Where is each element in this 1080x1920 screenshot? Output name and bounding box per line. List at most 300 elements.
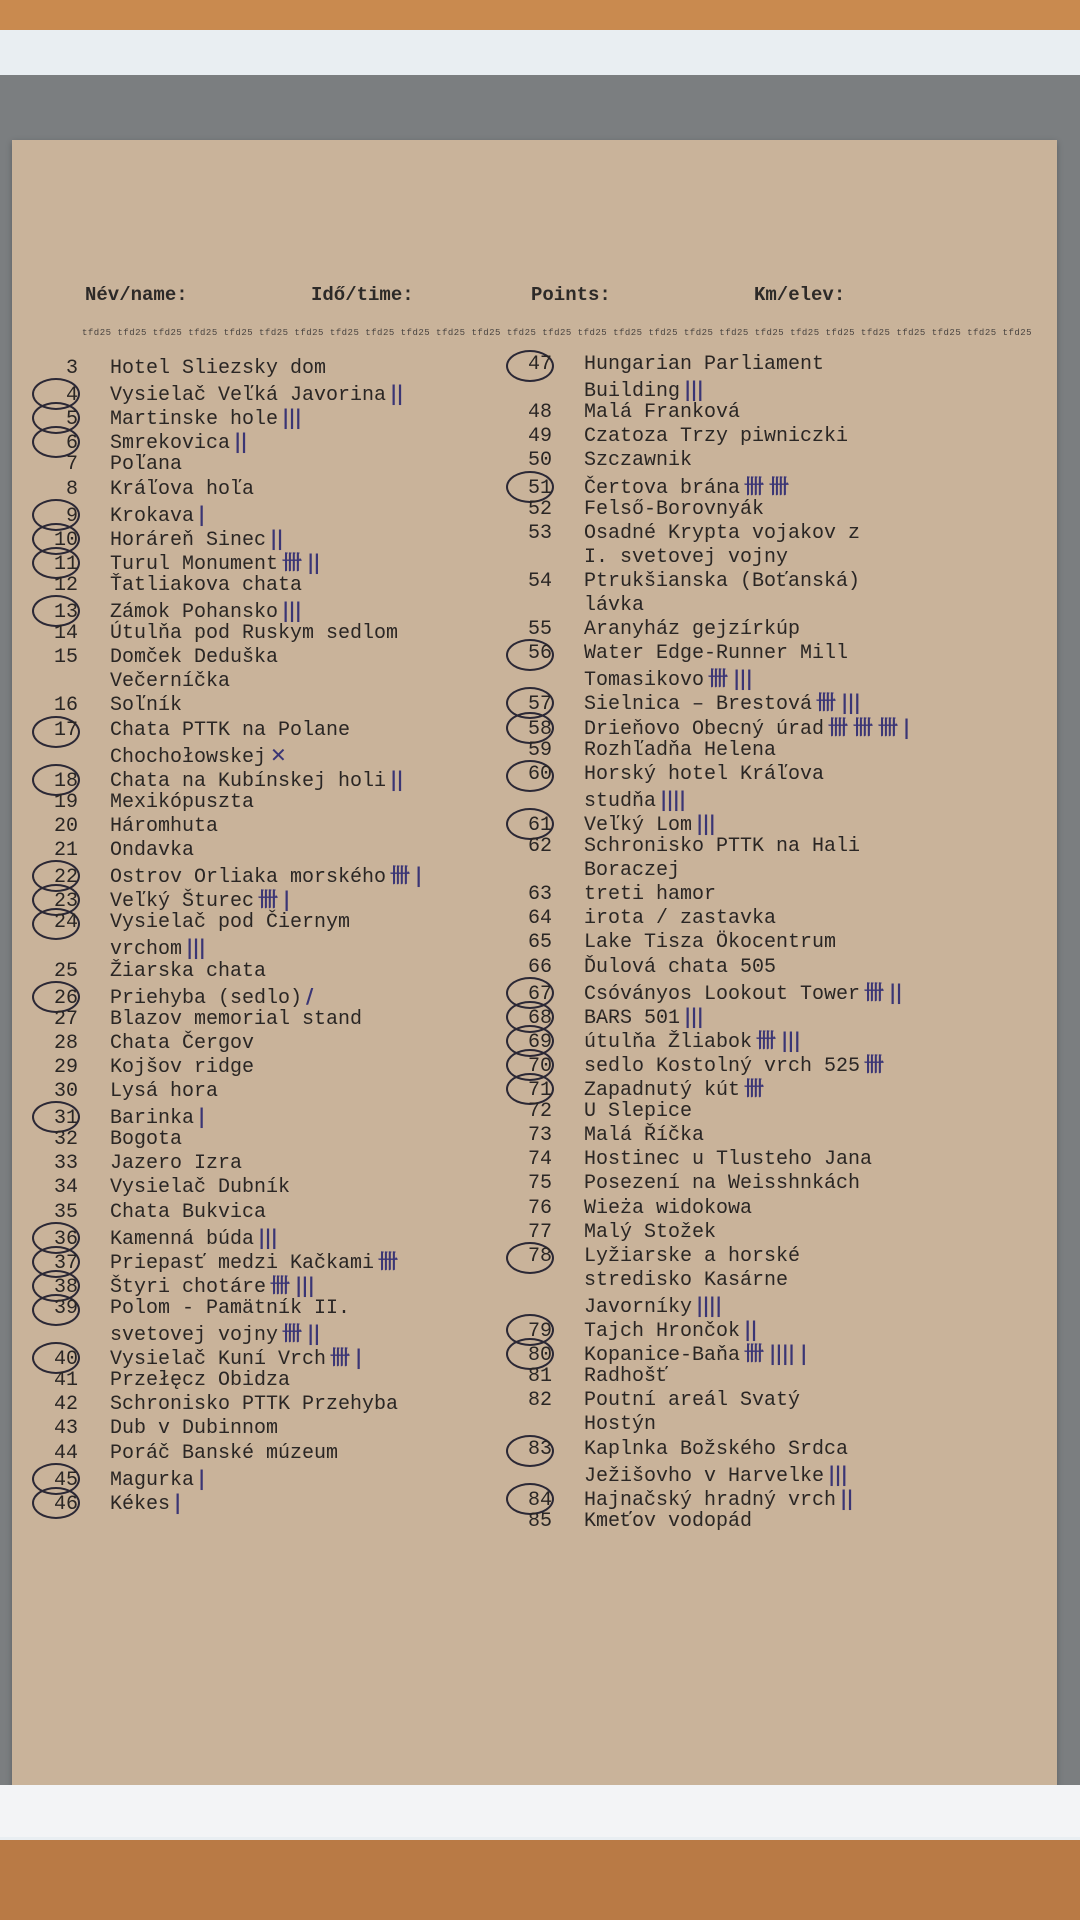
item-number: 38 <box>53 1275 78 1299</box>
checklist-item <box>508 1222 716 1244</box>
item-number: 6 <box>65 432 78 456</box>
item-name: Zapadnutý kút <box>584 1079 741 1102</box>
item-name: Szczawnik <box>584 449 693 473</box>
tally-marks: ||| <box>684 377 703 402</box>
item-number: 13 <box>53 601 78 624</box>
item-number: 67 <box>527 982 552 1006</box>
item-name: Blazov memorial stand <box>110 1007 363 1031</box>
checklist-item <box>34 912 350 934</box>
checklist-item <box>508 402 740 424</box>
checklist-item <box>34 1105 204 1130</box>
item-name: Večerníčka <box>110 670 231 694</box>
checklist-item <box>34 864 421 889</box>
item-name: Boraczej <box>584 859 681 883</box>
checklist-item <box>34 1443 338 1465</box>
item-number: 51 <box>527 476 552 500</box>
item-name: I. svetovej vojny <box>584 545 789 569</box>
item-name: Barinka <box>110 1107 195 1131</box>
checklist-item <box>508 1511 752 1533</box>
item-name: Horský hotel Kráľova <box>584 762 825 786</box>
checklist-item <box>508 1149 872 1171</box>
checklist-item <box>508 740 776 762</box>
tally-marks: | <box>174 1489 181 1514</box>
checklist-item <box>508 716 909 741</box>
item-number: 72 <box>527 1100 552 1124</box>
tally-marks: || <box>270 525 283 550</box>
item-number: 69 <box>527 1030 552 1054</box>
item-name: Čertova brána <box>584 476 741 500</box>
item-name: Priehyba (sedlo) <box>110 986 303 1010</box>
item-name: Javorníky <box>584 1295 693 1319</box>
item-number: 25 <box>53 959 78 983</box>
item-name: Dub v Dubinnom <box>110 1417 279 1441</box>
item-number: 68 <box>527 1006 552 1030</box>
item-number: 34 <box>53 1176 78 1200</box>
item-number: 55 <box>527 618 552 642</box>
checklist-item <box>508 475 788 500</box>
tally-marks: 卌 | <box>390 863 422 888</box>
item-name: Lake Tisza Ökocentrum <box>584 931 837 955</box>
item-name: Veľký Šturec <box>110 890 255 914</box>
time-field-label: Idő/time: <box>311 284 414 306</box>
item-number: 56 <box>527 642 552 666</box>
item-number: 47 <box>527 353 552 376</box>
checklist-item <box>508 1198 752 1220</box>
item-name: Soľník <box>110 694 183 718</box>
item-number: 42 <box>53 1393 78 1417</box>
checklist-item <box>508 1463 847 1488</box>
item-name: Hostýn <box>584 1413 657 1437</box>
item-name: Chata Bukvica <box>110 1200 267 1224</box>
checklist-item <box>34 961 266 983</box>
item-name: Ptrukšianska (Boťanská) <box>584 569 861 593</box>
checklist-item <box>34 1202 266 1224</box>
item-name: Vysielač Kuní Vrch <box>110 1348 327 1372</box>
tally-marks: ||| <box>828 1461 847 1486</box>
tally-marks: || <box>390 381 403 406</box>
item-name: Vysielač Veľká Javorina <box>110 384 387 408</box>
item-number: 8 <box>65 477 78 501</box>
item-number: 61 <box>527 813 552 837</box>
checklist-item <box>34 1298 350 1320</box>
item-name: Poráč Banské múzeum <box>110 1441 339 1465</box>
item-number: 7 <box>65 453 78 477</box>
item-name: Vysielač Dubník <box>110 1176 291 1200</box>
checklist-item <box>34 671 230 693</box>
tally-marks: 卌 ||| <box>708 666 752 691</box>
item-number: 44 <box>53 1441 78 1465</box>
item-number: 77 <box>527 1220 552 1244</box>
item-name: Chata Čergov <box>110 1031 255 1055</box>
item-number: 33 <box>53 1152 78 1176</box>
item-number: 23 <box>53 890 78 914</box>
checklist-item <box>34 695 182 717</box>
tally-marks: || <box>840 1485 853 1510</box>
checklist-item <box>34 430 247 455</box>
item-name: Zámok Pohansko <box>110 601 279 624</box>
desk-surface-bottom <box>0 1840 1080 1920</box>
item-number: 52 <box>527 497 552 521</box>
item-number: 26 <box>53 986 78 1010</box>
tally-marks: 卌 ||| <box>816 690 860 715</box>
checklist-item <box>508 643 848 665</box>
item-name: Tomasikovo <box>584 669 705 693</box>
checklist-item <box>34 382 403 407</box>
item-number: 36 <box>53 1227 78 1251</box>
name-field-label: Név/name: <box>85 284 188 306</box>
checklist-item <box>508 981 902 1006</box>
checklist-item <box>34 575 302 597</box>
item-name: Žiarska chata <box>110 959 267 983</box>
item-name: Priepasť medzi Kačkami <box>110 1251 375 1275</box>
item-number: 46 <box>53 1492 78 1516</box>
checklist-item <box>508 1342 806 1367</box>
item-number: 41 <box>53 1369 78 1393</box>
item-number: 83 <box>527 1437 552 1461</box>
item-number: 60 <box>527 762 552 786</box>
item-name: Csóványos Lookout Tower <box>584 982 861 1006</box>
checklist-item <box>508 1077 763 1102</box>
item-name: Veľký Lom <box>584 813 693 837</box>
item-number: 14 <box>53 622 78 646</box>
item-number: 31 <box>53 1107 78 1131</box>
checklist-item <box>34 768 403 793</box>
item-number: 74 <box>527 1148 552 1172</box>
checklist-item <box>34 1418 278 1440</box>
checklist-item <box>34 551 320 576</box>
tally-marks: || <box>390 766 403 791</box>
checklist-item <box>508 932 836 954</box>
checklist-item <box>34 599 301 624</box>
item-name: Turul Monument <box>110 552 279 576</box>
item-name: Kamenná búda <box>110 1227 255 1251</box>
item-name: Poľana <box>110 453 183 477</box>
item-number: 73 <box>527 1124 552 1148</box>
item-name: Hajnačský hradný vrch <box>584 1488 837 1512</box>
checklist-item <box>508 1439 848 1461</box>
checklist-item <box>508 908 776 930</box>
tally-marks: 卌 卌 <box>744 473 788 498</box>
checklist-item <box>34 1250 397 1275</box>
km-elev-field-label: Km/elev: <box>754 284 846 306</box>
item-name: Lyžiarske a horské <box>584 1244 801 1268</box>
item-number: 22 <box>53 866 78 890</box>
item-number: 79 <box>527 1320 552 1343</box>
checklist-item <box>508 1270 788 1292</box>
item-number: 5 <box>65 408 78 432</box>
checklist-item <box>34 1491 180 1516</box>
item-name: Posezení na Weisshnkách <box>584 1172 861 1196</box>
item-name: Tajch Hrončok <box>584 1320 741 1343</box>
tally-marks: 卌 <box>744 1076 764 1100</box>
checklist-item <box>508 523 860 545</box>
item-number: 27 <box>53 1007 78 1031</box>
item-name: Smrekovica <box>110 432 231 456</box>
item-number: 28 <box>53 1031 78 1055</box>
tally-marks: 卌 || <box>864 979 902 1004</box>
item-name: Hungarian Parliament <box>584 353 825 376</box>
checklist-item <box>508 378 703 403</box>
item-name: Háromhuta <box>110 814 219 838</box>
item-name: Radhošť <box>584 1365 669 1389</box>
tally-marks: ||| <box>696 810 715 835</box>
checklist-item <box>508 1246 800 1268</box>
item-name: irota / zastavka <box>584 907 777 931</box>
item-name: Jazero Izra <box>110 1152 243 1176</box>
item-name: Malý Stožek <box>584 1220 717 1244</box>
checklist-item <box>508 499 764 521</box>
checklist-item <box>34 1153 242 1175</box>
item-number: 3 <box>65 357 78 380</box>
item-name: Bogota <box>110 1128 183 1152</box>
item-name: Building <box>584 380 681 404</box>
checklist-item <box>34 358 326 380</box>
checklist-item <box>34 1033 254 1055</box>
checklist-item <box>34 936 205 961</box>
checklist-item <box>508 667 752 692</box>
item-name: Vysielač pod Čiernym <box>110 911 351 935</box>
tally-marks: 卌 || <box>282 1321 320 1345</box>
item-name: Štyri chotáre <box>110 1275 267 1299</box>
item-number: 66 <box>527 955 552 979</box>
tally-marks: ||| <box>282 405 301 430</box>
item-name: treti hamor <box>584 883 717 907</box>
tally-marks: |||| <box>660 786 686 811</box>
item-number: 37 <box>53 1251 78 1275</box>
item-name: Poutní areál Svatý <box>584 1389 801 1413</box>
checklist-item <box>34 1009 362 1031</box>
item-number: 57 <box>527 693 552 717</box>
item-name: BARS 501 <box>584 1006 681 1030</box>
tally-marks: 卌 ||| <box>270 1272 314 1297</box>
checklist-item <box>34 840 194 862</box>
item-number: 70 <box>527 1054 552 1078</box>
item-number: 59 <box>527 738 552 762</box>
item-number: 65 <box>527 931 552 955</box>
item-name: Kaplnka Božského Srdca <box>584 1437 849 1461</box>
checklist-item <box>508 1029 800 1054</box>
item-name: lávka <box>584 594 645 617</box>
checklist-item <box>508 812 715 837</box>
checklist-item <box>34 1081 218 1103</box>
item-name: Felső-Borovnyák <box>584 497 765 521</box>
item-name: Ťatliakova chata <box>110 573 303 597</box>
item-number: 18 <box>53 769 78 793</box>
checklist-item <box>508 1173 860 1195</box>
checklist-item <box>508 1390 800 1412</box>
sleeve-edge <box>0 1785 1080 1837</box>
checklist-item <box>508 571 860 593</box>
points-field-label: Points: <box>531 284 611 306</box>
item-number: 78 <box>527 1244 552 1268</box>
tally-marks: ||| <box>258 1224 277 1249</box>
checklist-item <box>34 1346 361 1371</box>
item-number: 81 <box>527 1365 552 1389</box>
checklist-item <box>508 860 680 882</box>
item-number: 62 <box>527 835 552 858</box>
checklist-item <box>34 647 278 669</box>
checklist-item <box>508 764 824 786</box>
checklist-item <box>508 619 800 641</box>
checklist-item <box>34 1274 314 1299</box>
item-number: 48 <box>527 401 552 425</box>
item-number: 63 <box>527 883 552 907</box>
item-name: U Slepice <box>584 1100 693 1124</box>
item-name: Water Edge-Runner Mill <box>584 642 849 666</box>
item-name: studňa <box>584 789 657 813</box>
item-name: Czatoza Trzy piwniczki <box>584 425 849 449</box>
item-name: Martinske hole <box>110 408 279 432</box>
checklist-item <box>508 884 716 906</box>
checklist-item <box>34 816 218 838</box>
item-number: 49 <box>527 425 552 449</box>
item-number: 24 <box>53 911 78 935</box>
checklist-item <box>508 426 848 448</box>
checklist-item <box>34 720 350 742</box>
checklist-item <box>34 406 301 431</box>
item-name: Kmeťov vodopád <box>584 1509 753 1533</box>
item-number: 50 <box>527 449 552 473</box>
item-number: 71 <box>527 1079 552 1102</box>
checklist-item <box>34 1129 182 1151</box>
item-number: 29 <box>53 1055 78 1079</box>
item-name: stredisko Kasárne <box>584 1268 789 1292</box>
checklist-item <box>508 1487 853 1512</box>
stamp-line: tfd25 tfd25 tfd25 tfd25 tfd25 tfd25 tfd25 tfd25 tfd25 tfd25 tfd25 tfd25 tfd25 tfd25 tfd25 tfd25 tfd25 tfd25 tfd25 tfd25 tfd25 tfd25 tfd25 tfd25 tfd25 tfd25 tfd25 <box>82 328 1033 338</box>
item-name: Chata na Kubínskej holi <box>110 769 387 793</box>
checklist-item <box>508 1366 668 1388</box>
item-name: Domček Deduška <box>110 646 279 670</box>
tally-marks: 卌 卌 卌 | <box>828 714 910 739</box>
item-name: Krokava <box>110 504 195 528</box>
checklist-item <box>34 527 283 552</box>
checklist-item <box>34 1370 290 1392</box>
item-number: 16 <box>53 694 78 718</box>
checklist-item <box>34 1177 290 1199</box>
tally-marks: | <box>198 501 205 526</box>
checklist-item <box>508 547 788 569</box>
tally-marks: 卌 <box>378 1248 398 1273</box>
tally-marks: 卌 ||| <box>756 1027 800 1052</box>
item-number: 35 <box>53 1200 78 1224</box>
checklist-item <box>508 1414 656 1436</box>
item-number: 4 <box>65 384 78 408</box>
item-name: sedlo Kostolný vrch 525 <box>584 1054 861 1078</box>
item-number: 10 <box>53 528 78 552</box>
checklist-item <box>508 1101 692 1123</box>
item-number: 58 <box>527 717 552 741</box>
item-name: Ondavka <box>110 839 195 862</box>
item-name: Polom - Pamätník II. <box>110 1296 351 1320</box>
checklist-item <box>34 623 398 645</box>
item-name: Malá Říčka <box>584 1124 705 1148</box>
tally-marks: |||| <box>696 1292 722 1317</box>
item-name: Przełęcz Obidza <box>110 1369 291 1393</box>
item-name: Kopanice-Baňa <box>584 1344 741 1368</box>
item-name: Rozhľadňa Helena <box>584 738 777 762</box>
item-number: 9 <box>65 504 78 528</box>
checklist-item <box>508 1318 757 1343</box>
item-name: Lysá hora <box>110 1080 219 1103</box>
item-number: 32 <box>53 1128 78 1152</box>
item-number: 82 <box>527 1389 552 1413</box>
checklist-item <box>34 1057 254 1079</box>
item-number: 76 <box>527 1196 552 1220</box>
item-name: Ježišovho v Harvelke <box>584 1464 825 1488</box>
item-number: 19 <box>53 790 78 814</box>
tally-marks: 卌 | <box>258 887 290 912</box>
item-number: 43 <box>53 1417 78 1441</box>
checklist-item <box>34 888 289 913</box>
checklist-item <box>508 691 860 716</box>
item-name: Útulňa pod Ruskym sedlom <box>110 622 399 646</box>
item-number: 64 <box>527 907 552 931</box>
checklist-item <box>34 1394 398 1416</box>
checklist-item <box>34 744 286 769</box>
checklist-item <box>508 957 776 979</box>
item-name: Kojšov ridge <box>110 1055 255 1079</box>
item-number: 21 <box>53 839 78 862</box>
item-number: 85 <box>527 1509 552 1533</box>
item-number: 53 <box>527 521 552 545</box>
checklist-item <box>34 454 182 476</box>
checklist-item <box>34 1226 277 1251</box>
checklist-item <box>34 985 312 1010</box>
tally-marks: | <box>198 1465 205 1490</box>
item-number: 75 <box>527 1172 552 1196</box>
tally-marks: 卌 | <box>330 1345 362 1370</box>
item-name: Wieża widokowa <box>584 1196 753 1220</box>
item-name: Schronisko PTTK Przehyba <box>110 1393 399 1417</box>
item-name: Ďulová chata 505 <box>584 955 777 979</box>
item-number: 15 <box>53 646 78 670</box>
item-number: 12 <box>53 573 78 597</box>
checklist-item <box>34 479 254 501</box>
tally-marks: / <box>306 983 313 1008</box>
item-name: útulňa Žliabok <box>584 1030 753 1054</box>
tally-marks: 卌 <box>864 1051 884 1076</box>
item-name: Chata PTTK na Polane <box>110 718 351 742</box>
item-name: Schronisko PTTK na Hali <box>584 835 861 858</box>
tally-marks: || <box>234 429 247 454</box>
tally-marks: 卌 || <box>282 549 320 574</box>
item-name: Horáreň Sinec <box>110 528 267 552</box>
item-name: Aranyház gejzírkúp <box>584 618 801 642</box>
tally-marks: 卌 |||| | <box>744 1341 807 1366</box>
checklist-item <box>508 836 860 858</box>
item-number: 54 <box>527 569 552 593</box>
checklist-item <box>34 792 254 814</box>
item-name: Hotel Sliezsky dom <box>110 357 327 380</box>
item-name: svetovej vojny <box>110 1324 279 1347</box>
item-name: Hostinec u Tlusteho Jana <box>584 1148 873 1172</box>
item-name: Ostrov Orliaka morského <box>110 866 387 890</box>
item-name: Drieňovo Obecný úrad <box>584 717 825 741</box>
item-number: 40 <box>53 1348 78 1372</box>
tally-marks: || <box>744 1317 757 1341</box>
item-name: Malá Franková <box>584 401 741 425</box>
item-number: 11 <box>53 552 78 576</box>
checklist-item <box>508 1125 704 1147</box>
item-name: vrchom <box>110 938 183 962</box>
checklist-item <box>508 450 692 472</box>
tally-marks: ✕ <box>270 742 286 767</box>
item-number: 39 <box>53 1296 78 1320</box>
tally-marks: ||| <box>684 1003 703 1028</box>
item-name: Sielnica – Brestová <box>584 693 813 717</box>
item-name: Osadné Krypta vojakov z <box>584 521 861 545</box>
tally-marks: | <box>198 1104 205 1129</box>
